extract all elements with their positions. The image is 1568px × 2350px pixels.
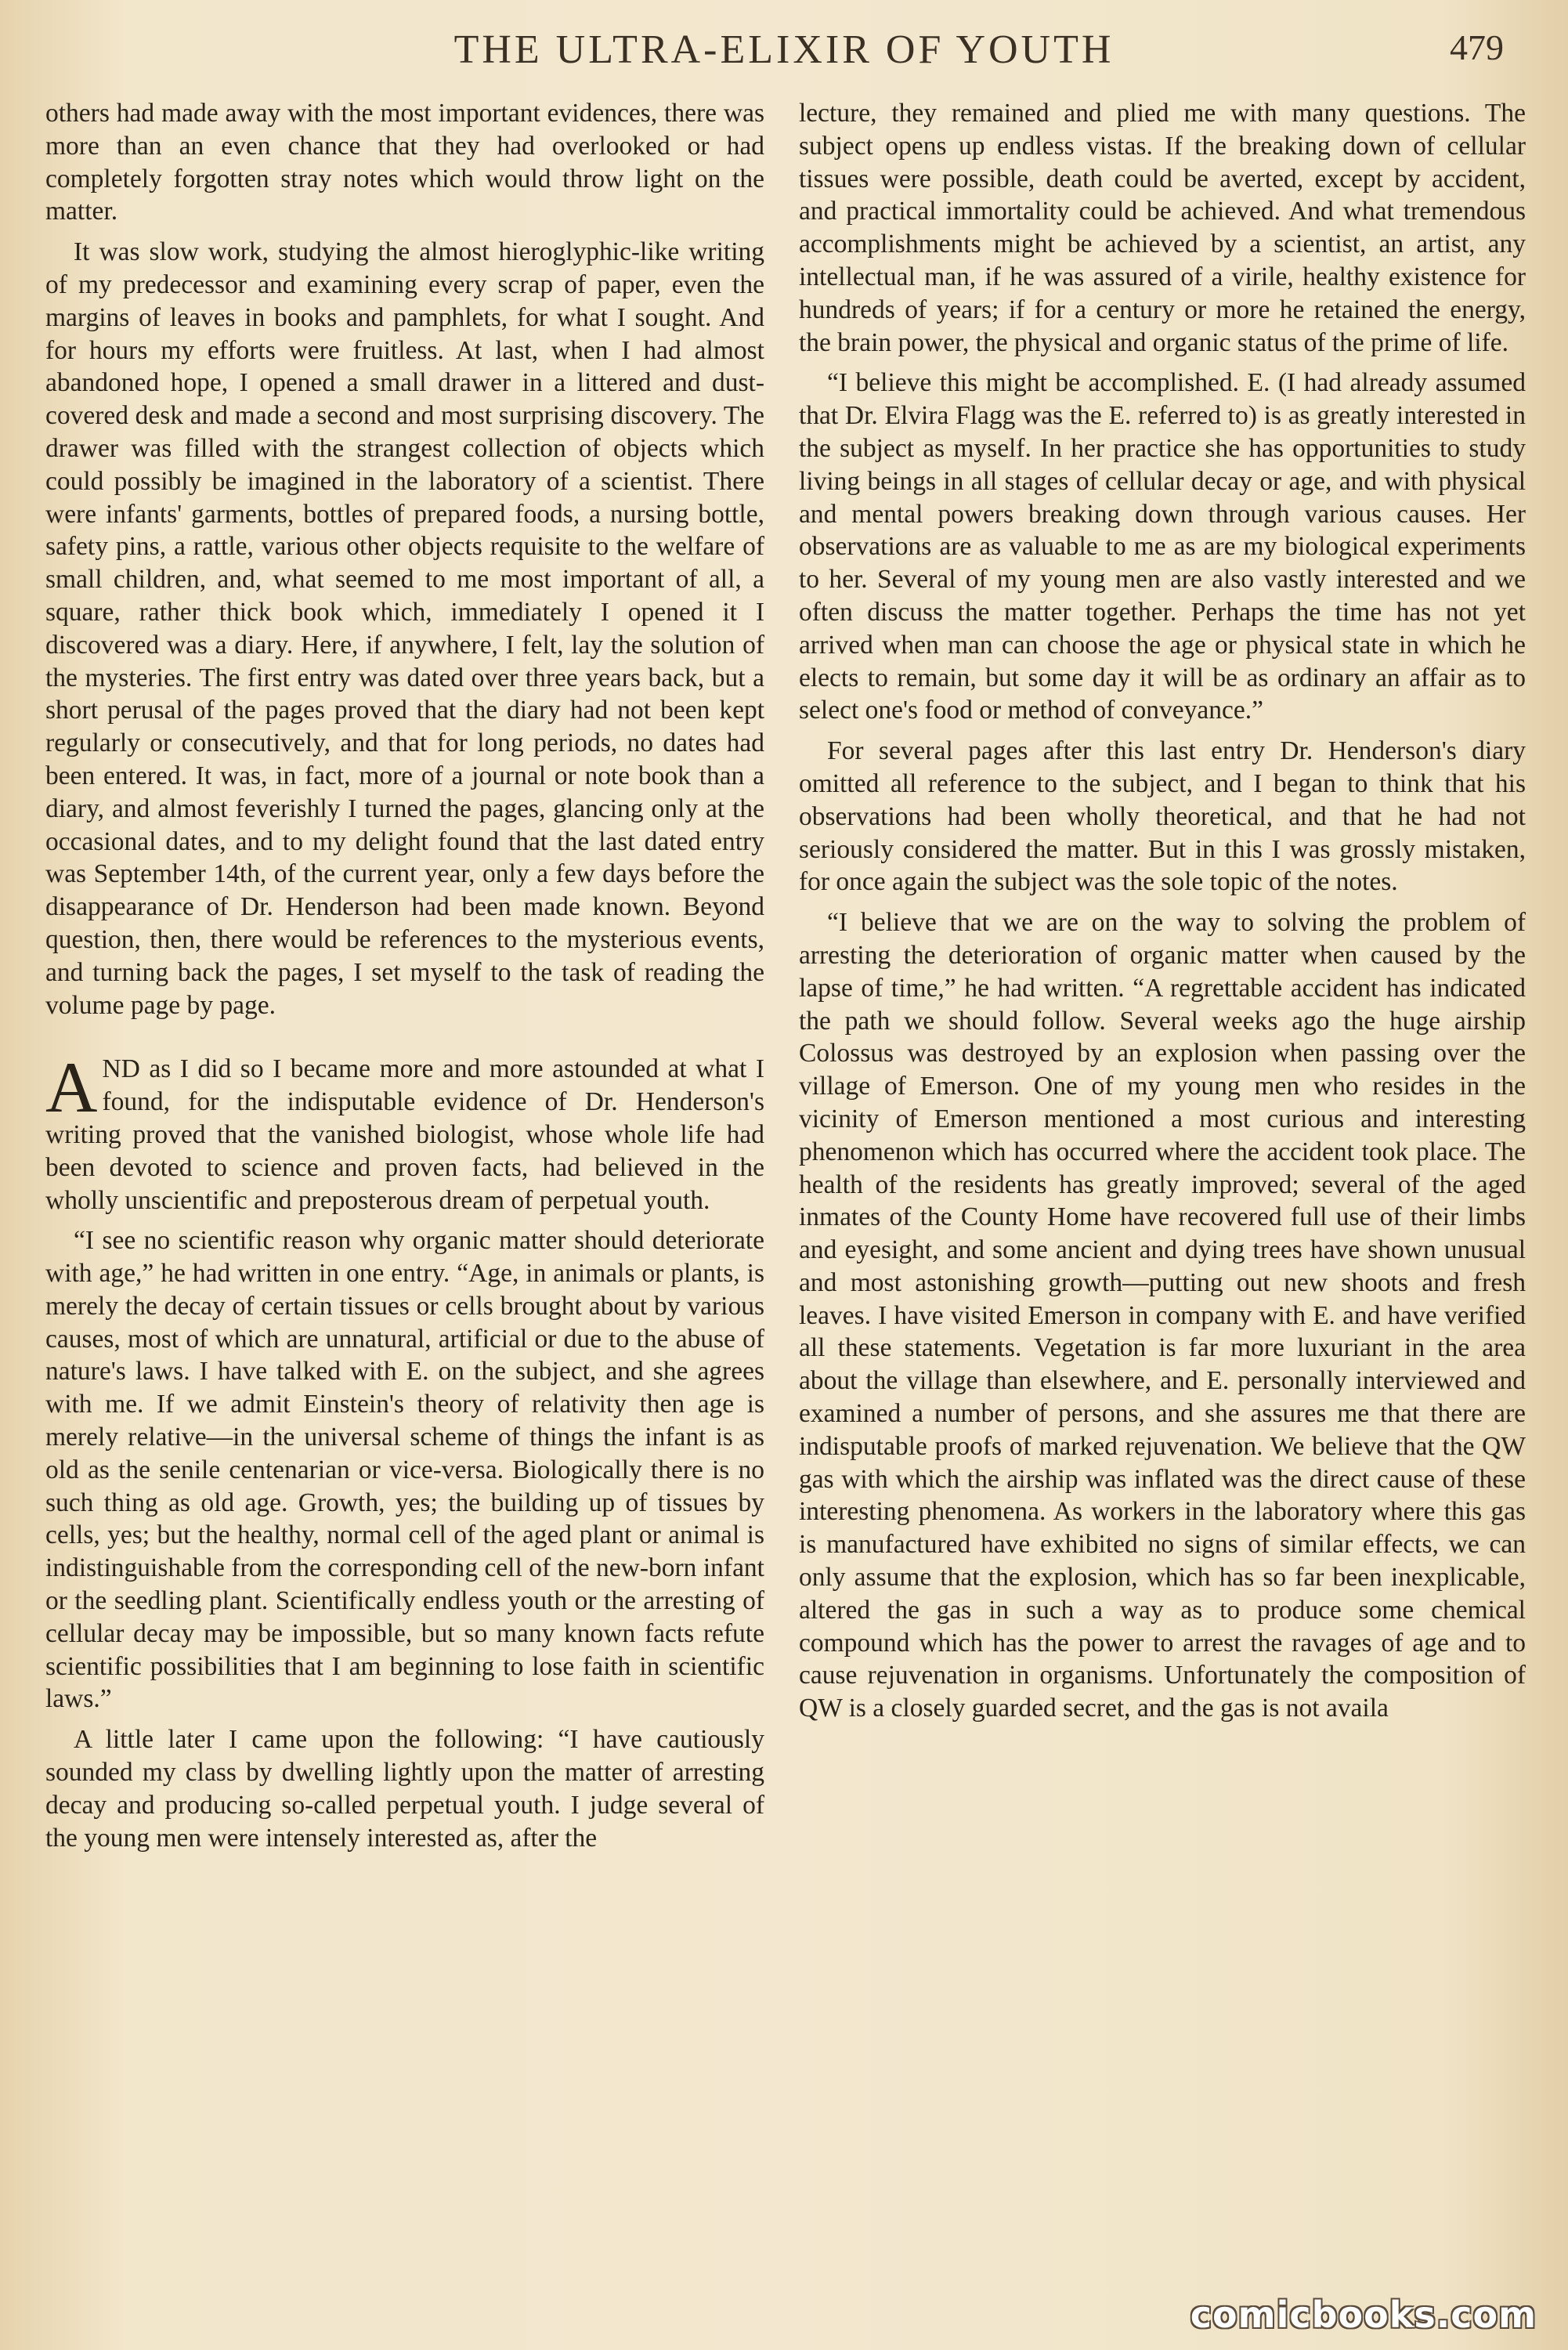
paragraph: A little later I came upon the following: “I have cautiously sounded my class by dwelling lightly upon the matter of arresting decay and producing so-called perpetual youth. I judge several of the young men were intensely interested as, after the: [45, 1725, 764, 1853]
left-column: [45, 97, 764, 2306]
running-title: THE ULTRA-ELIXIR OF YOUTH: [453, 27, 1115, 72]
paragraph: lecture, they remained and plied me with many questions. The subject opens up endless vistas. If the breaking down of cellular tissues were possible, death could be averted, except by accident, and practical immortality could be achieved. And what tremendous accomplishments might be achieved by a scientist, an artist, any intellectual man, if he was assured of a virile, healthy existence for hundreds of years; if for a century or more he retained the energy, the brain power, the physical and organic status of the prime of life.: [799, 99, 1526, 357]
paragraph: For several pages after this last entry Dr. Henderson's diary omitted all reference to the subject, and I began to think that his observations had been wholly theoretical, and that he had not seriously considered the matter. But in this I was grossly mistaken, for once again the subject was the sole topic of the notes.: [799, 736, 1526, 897]
paragraph-text: ND as I did so I became more and more astounded at what I found, for the indisputable evidence of Dr. Henderson's writing proved that the vanished biologist, whose whole life had been devoted to science and proven facts, had believed in the wholly unscientific and preposterous dream of perpetual youth.: [45, 1054, 764, 1215]
drop-cap: A: [45, 1047, 98, 1128]
paragraph: others had made away with the most important evidences, there was more than an even chance that they had overlooked or had completely forgotten stray notes which would throw light on the matter.: [45, 99, 764, 226]
paragraph: “I see no scientific reason why organic matter should deteriorate with age,” he had written in one entry. “Age, in animals or plants, is merely the decay of certain tissues or cells brought about by various causes, most of which are unnatural, artificial or due to the abuse of nature's laws. I have talked with E. on the subject, and she agrees with me. If we admit Einstein's theory of relativity then age is merely relative—in the universal scheme of things the infant is as old as the senile centenarian or vice-versa. Biologically there is no such thing as old age. Growth, yes; the building up of tissues by cells, yes; but the healthy, normal cell of the aged plant or animal is indistinguishable from the corresponding cell of the new-born infant or the seedling plant. Scientifically endless youth or the arresting of cellular decay may be impossible, but so many known facts refute scientific possibilities that I am beginning to lose faith in scientific laws.”: [45, 1226, 764, 1714]
paragraph: “I believe that we are on the way to solving the problem of arresting the deterioration of organic matter when caused by the lapse of time,” he had written. “A regrettable accident has indicated the path we should follow. Several weeks ago the huge airship Colossus was destroyed by an explosion when passing over the village of Emerson. One of my young men who resides in the vicinity of Emerson mentioned a most curious and interesting phenomenon which has occurred where the accident took place. The health of the residents has greatly improved; several of the aged inmates of the County Home have recovered full use of their limbs and eyesight, and some ancient and dying trees have shown unusual and most astonishing growth—putting out new shoots and fresh leaves. I have visited Emerson in company with E. and have verified all these statements. Vegetation is far more luxuriant in the area about the village than elsewhere, and E. personally interviewed and examined a number of persons, and she assures me that there are indisputable proofs of marked rejuvenation. We believe that the QW gas with which the airship was inflated was the direct cause of these interesting phenomena. As workers in the laboratory where this gas is manufactured have exhibited no signs of similar effects, we can only assume that the explosion, which has so far been inexplicable, altered the gas in such a way as to produce some chemical compound which has the power to arrest the ravages of age and to cause rejuvenation in organisms. Unfortunately the composition of QW is a closely guarded secret, and the gas is not availa: [799, 908, 1526, 1723]
page-header: [0, 27, 1568, 81]
watermark-logo: comicbooks.com: [1190, 2294, 1537, 2336]
paragraph: It was slow work, studying the almost hieroglyphic-like writing of my predecessor and examining every scrap of paper, even the margins of leaves in books and pamphlets, for what I sought. And for hours my efforts were fruitless. At last, when I had almost abandoned hope, I opened a small drawer in a littered and dust-covered desk and made a second and most surprising discovery. The drawer was filled with the strangest collection of objects which could possibly be imagined in the laboratory of a scientist. There were infants' garments, bottles of prepared foods, a nursing bottle, safety pins, a rattle, various other objects requisite to the welfare of small children, and, what seemed to me most important of all, a square, rather thick book which, immediately I opened it I discovered was a diary. Here, if anywhere, I felt, lay the solution of the mysteries. The first entry was dated over three years back, but a short perusal of the pages proved that the diary had not been kept regularly or consecutively, and that for long periods, no dates had been entered. It was, in fact, more of a journal or note book than a diary, and almost feverishly I turned the pages, glancing only at the occasional dates, and to my delight found that the last dated entry was September 14th, of the current year, only a few days before the disappearance of Dr. Henderson had been made known. Beyond question, then, there would be references to the mysterious events, and turning back the pages, I set myself to the task of reading the volume page by page.: [45, 237, 764, 1020]
right-column: [799, 97, 1526, 2306]
section-break: [45, 1029, 764, 1053]
paragraph-with-dropcap: [45, 1047, 764, 1217]
page-number: 479: [1450, 27, 1504, 67]
paragraph: “I believe this might be accomplished. E. (I had already assumed that Dr. Elvira Flagg was the E. referred to) is as greatly interested in the subject as myself. In her practice she has opportunities to study living beings in all stages of cellular decay or age, and with physical and mental powers breaking down through various causes. Her observations are as valuable to me as are my biological experiments to her. Several of my young men are also vastly interested and we often discuss the matter together. Perhaps the time has not yet arrived when man can choose the age or physical state in which he elects to remain, but some day it will be as ordinary an affair as to select one's food or method of conveyance.”: [799, 368, 1526, 725]
